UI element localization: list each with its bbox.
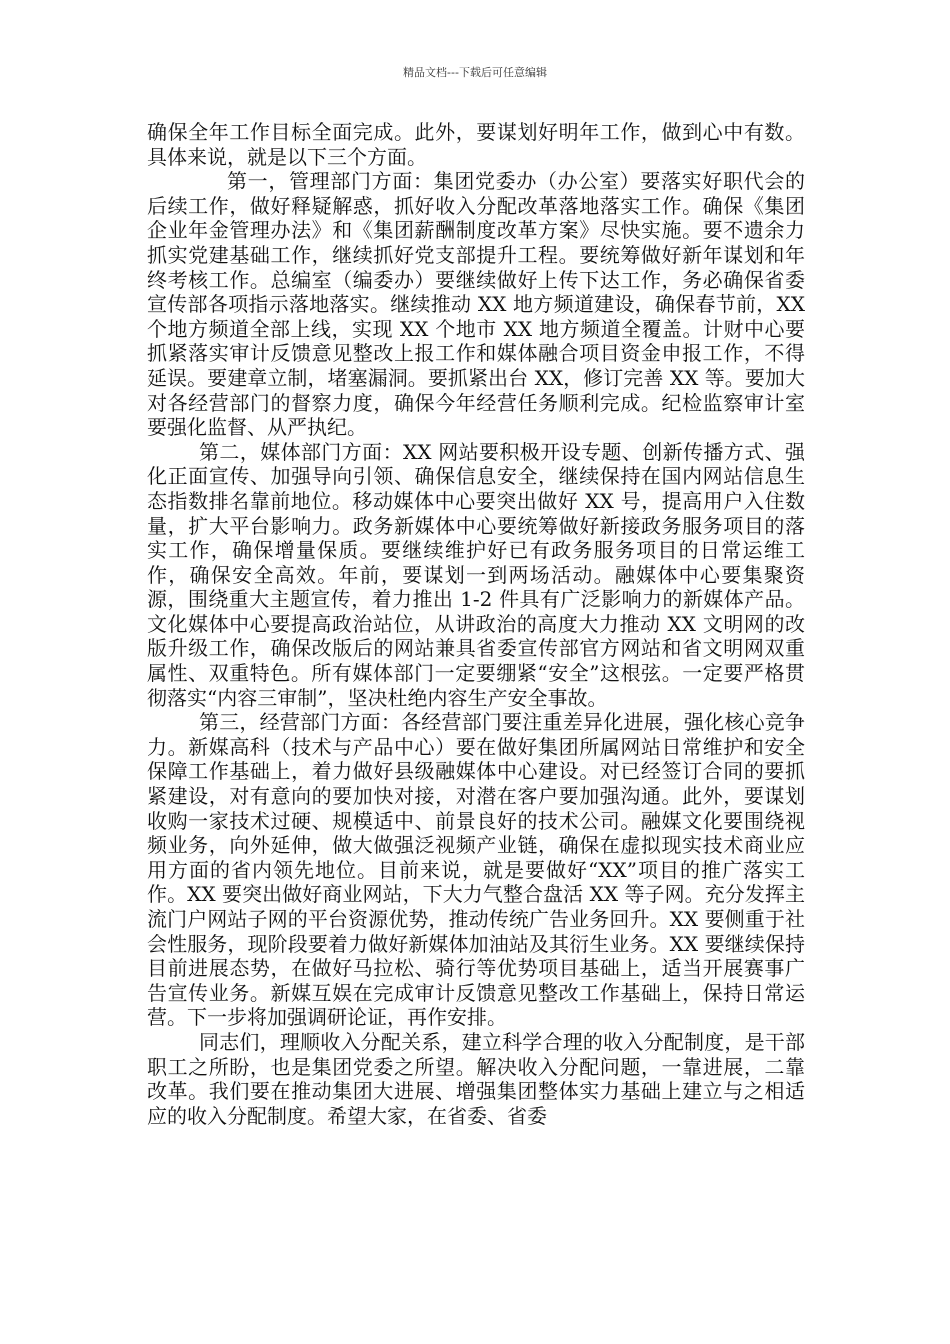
paragraph-media: 第二，媒体部门方面：XX 网站要积极开设专题、创新传播方式、强化正面宣传、加强导向引领、确保信息安全，继续保持在国内网站信息生态指数排名靠前地位。移动媒体中心要突出做好 XX 号，提高用户入住数量，扩大平台影响力。政务新媒体中心要统筹做好新接政务服务项目的落实工作，确保增量保质。要继续维护好已有政务服务项目的日常运维工作，确保安全高效。年前，要谋划一到两场活动。融媒体中心要集聚资源，围绕重大主题宣传，着力推出 1-2 件具有广泛影响力的新媒体产品。文化媒体中心要提高政治站位，从讲政治的高度大力推动 XX 文明网的改版升级工作，确保改版后的网站兼具省委宣传部官方网站和省文明网双重属性、双重特色。所有媒体部门一定要绷紧“安全”这根弦。一定要严格贯彻落实“内容三审制”，坚决杜绝内容生产安全事故。 [147, 439, 805, 710]
paragraph-comrades: 同志们，理顺收入分配关系，建立科学合理的收入分配制度，是干部职工之所盼，也是集团党委之所望。解决收入分配问题，一靠进展，二靠改革。我们要在推动集团大进展、增强集团整体实力基础上建立与之相适应的收入分配制度。希望大家，在省委、省委 [147, 1029, 805, 1128]
document-body [147, 120, 805, 1128]
paragraph-continuation: 确保全年工作目标全面完成。此外，要谋划好明年工作，做到心中有数。具体来说，就是以下三个方面。 [147, 120, 805, 169]
paragraph-management: 第一，管理部门方面：集团党委办（办公室）要落实好职代会的后续工作，做好释疑解惑，抓好收入分配改革落地落实工作。确保《集团企业年金管理办法》和《集团薪酬制度改革方案》尽快实施。要不遗余力抓实党建基础工作，继续抓好党支部提升工程。要统筹做好新年谋划和年终考核工作。总编室（编委办）要继续做好上传下达工作，务必确保省委宣传部各项指示落地落实。继续推动 XX 地方频道建设，确保春节前，XX 个地方频道全部上线，实现 XX 个地市 XX 地方频道全覆盖。计财中心要抓紧落实审计反馈意见整改上报工作和媒体融合项目资金申报工作，不得延误。要建章立制，堵塞漏洞。要抓紧出台 XX，修订完善 XX 等。要加大对各经营部门的督察力度，确保今年经营任务顺利完成。纪检监察审计室要强化监督、从严执纪。 [147, 169, 805, 440]
page-header: 精品文档---下载后可任意编辑 [403, 66, 547, 79]
paragraph-business: 第三，经营部门方面：各经营部门要注重差异化进展，强化核心竞争力。新媒高科（技术与产品中心）要在做好集团所属网站日常维护和安全保障工作基础上，着力做好县级融媒体中心建设。对已经签订合同的要抓紧建设，对有意向的要加快对接，对潜在客户要加强沟通。此外，要谋划收购一家技术过硬、规模适中、前景良好的技术公司。融媒文化要围绕视频业务，向外延伸，做大做强泛视频产业链，确保在虚拟现实技术商业应用方面的省内领先地位。目前来说，就是要做好“XX”项目的推广落实工作。XX 要突出做好商业网站，下大力气整合盘活 XX 等子网。充分发挥主流门户网站子网的平台资源优势，推动传统广告业务回升。XX 要侧重于社会性服务，现阶段要着力做好新媒体加油站及其衍生业务。XX 要继续保持目前进展态势，在做好马拉松、骑行等优势项目基础上，适当开展赛事广告宣传业务。新媒互娱在完成审计反馈意见整改工作基础上，保持日常运营。下一步将加强调研论证，再作安排。 [147, 710, 805, 1030]
